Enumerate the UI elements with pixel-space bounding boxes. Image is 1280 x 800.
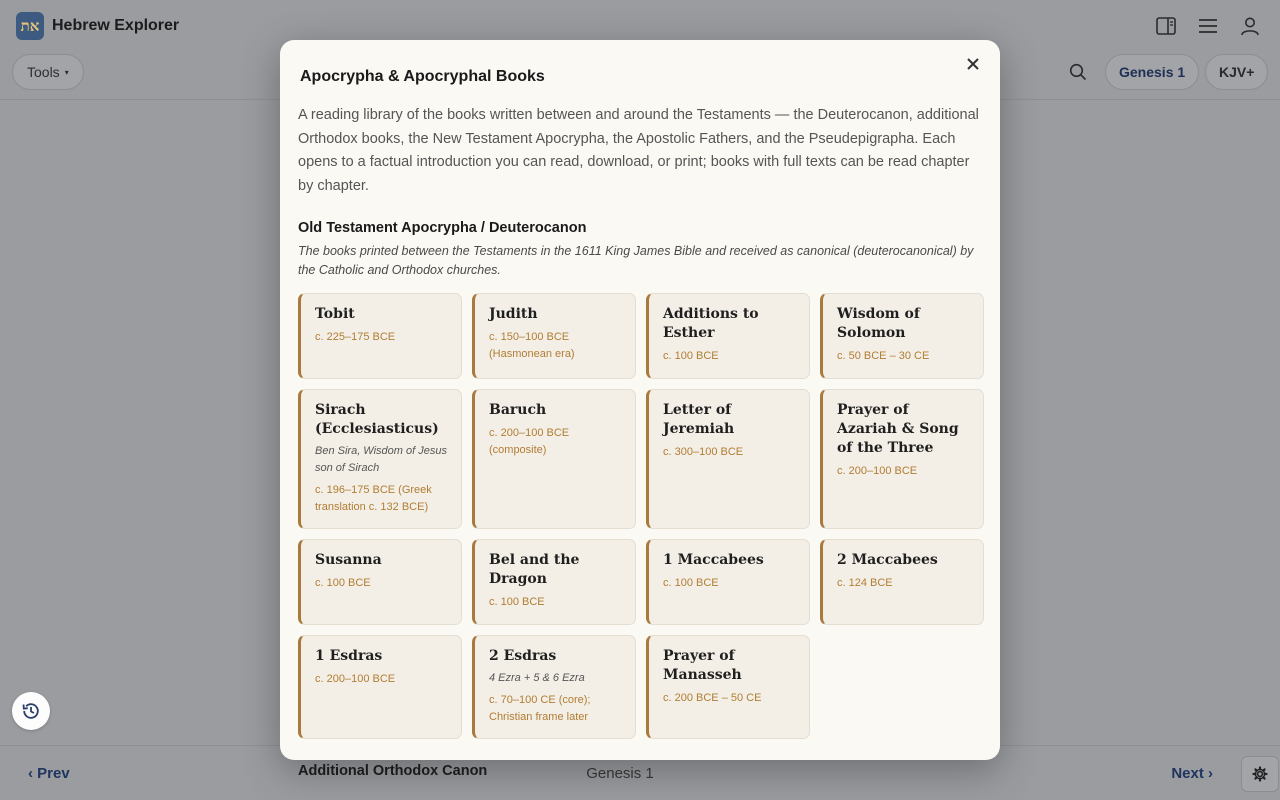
book-date: c. 50 BCE – 30 CE — [837, 350, 930, 362]
book-card[interactable] — [646, 635, 810, 739]
book-date: c. 70–100 CE (core); Christian frame later — [489, 694, 591, 723]
book-date: c. 100 BCE — [663, 350, 719, 362]
book-name: 2 Esdras — [489, 648, 557, 664]
book-name: 2 Maccabees — [837, 552, 938, 568]
book-grid — [298, 293, 982, 739]
prev-chapter-link[interactable]: ‹ Prev — [28, 765, 70, 782]
header-actions — [1152, 12, 1264, 40]
book-name: Judith — [489, 306, 538, 322]
version-selector-button[interactable]: KJV+ — [1205, 54, 1268, 90]
history-icon — [21, 701, 41, 721]
book-name: Prayer of Manasseh — [663, 648, 742, 683]
app-logo: את — [16, 12, 44, 40]
chevron-down-icon: ▾ — [64, 67, 69, 77]
book-card[interactable] — [646, 389, 810, 529]
book-date: c. 200–100 BCE (composite) — [489, 427, 570, 456]
book-card[interactable] — [472, 635, 636, 739]
book-card[interactable] — [298, 389, 462, 529]
book-card[interactable] — [472, 539, 636, 625]
settings-button[interactable] — [1241, 756, 1279, 792]
book-date: c. 200–100 BCE — [315, 673, 396, 685]
book-date: c. 196–175 BCE (Greek translation c. 132 BCE) — [315, 484, 432, 513]
book-name: 1 Maccabees — [663, 552, 764, 568]
search-icon[interactable] — [1064, 58, 1092, 86]
app-title: Hebrew Explorer — [52, 17, 180, 34]
book-selector-button[interactable]: Genesis 1 — [1105, 54, 1199, 90]
modal-intro: A reading library of the books written between and around the Testaments — the Deuterocanon, additional Orthodox books, the New Testament Apocrypha, the Apostolic Fathers, and the Pseudepigrapha. Each opens to a factual introduction you can read, download, or print; books with full texts can be read chapter by chapter. — [298, 107, 979, 194]
book-alt-title: Ben Sira, Wisdom of Jesus son of Sirach — [315, 445, 447, 474]
close-button[interactable] — [964, 55, 982, 73]
book-card[interactable] — [646, 539, 810, 625]
book-date: c. 200–100 BCE — [837, 465, 918, 477]
book-alt-title: 4 Ezra + 5 & 6 Ezra — [489, 672, 585, 684]
book-date: c. 200 BCE – 50 CE — [663, 692, 762, 704]
book-card[interactable] — [298, 539, 462, 625]
book-name: Letter of Jeremiah — [663, 402, 735, 437]
book-date: c. 150–100 BCE (Hasmonean era) — [489, 331, 575, 360]
history-button[interactable] — [12, 692, 50, 730]
book-name: 1 Esdras — [315, 648, 383, 664]
gear-icon — [1252, 766, 1268, 782]
book-card[interactable] — [646, 293, 810, 379]
book-name: Bel and the Dragon — [489, 552, 580, 587]
book-date: c. 100 BCE — [489, 596, 545, 608]
book-name: Tobit — [315, 306, 355, 322]
modal-body — [298, 104, 982, 779]
book-card[interactable] — [472, 389, 636, 529]
user-icon[interactable] — [1236, 12, 1264, 40]
book-card[interactable] — [820, 539, 984, 625]
book-date: c. 100 BCE — [663, 577, 719, 589]
menu-icon[interactable] — [1194, 12, 1222, 40]
tools-button[interactable] — [12, 54, 84, 90]
book-card[interactable] — [298, 635, 462, 739]
current-chapter-label: Genesis 1 — [586, 765, 654, 782]
book-date: c. 124 BCE — [837, 577, 893, 589]
book-card[interactable] — [820, 293, 984, 379]
book-name: Baruch — [489, 402, 547, 418]
book-name: Additions to Esther — [663, 306, 759, 341]
section-description: The books printed between the Testaments in the 1611 King James Bible and received as canonical (deuterocanonical) by the Catholic and Orthodox churches. — [298, 244, 974, 277]
modal-title: Apocrypha & Apocryphal Books — [300, 68, 545, 85]
book-name: Sirach (Ecclesiasticus) — [315, 402, 439, 437]
book-card[interactable] — [472, 293, 636, 379]
book-date: c. 300–100 BCE — [663, 446, 744, 458]
sidebar-toggle-icon[interactable] — [1152, 12, 1180, 40]
book-card[interactable] — [820, 389, 984, 529]
book-name: Wisdom of Solomon — [837, 306, 920, 341]
book-date: c. 225–175 BCE — [315, 331, 396, 343]
book-name: Susanna — [315, 552, 382, 568]
close-icon — [967, 58, 979, 70]
next-section-title: Additional Orthodox Canon — [298, 763, 488, 779]
book-date: c. 100 BCE — [315, 577, 371, 589]
next-chapter-link[interactable]: Next › — [1171, 765, 1213, 782]
tools-label: Tools — [27, 64, 60, 80]
book-card[interactable] — [298, 293, 462, 379]
book-name: Prayer of Azariah & Song of the Three — [837, 402, 959, 456]
section-title: Old Testament Apocrypha / Deuterocanon — [298, 220, 587, 236]
